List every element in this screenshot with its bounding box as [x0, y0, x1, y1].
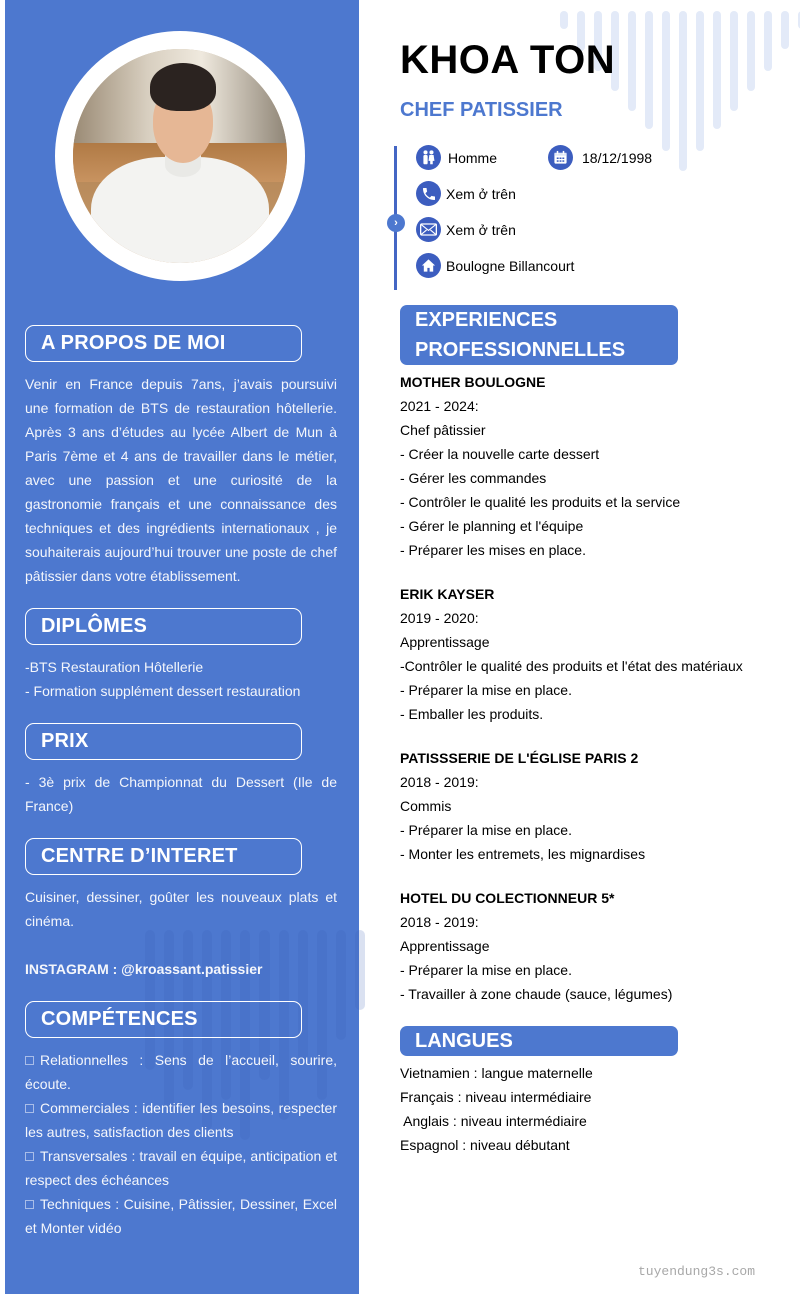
job-task: - Gérer le planning et l'équipe — [400, 518, 584, 534]
sidebar — [5, 0, 359, 1294]
experience-heading — [400, 305, 678, 365]
skill-item: Transversales : travail en équipe, anticipation et respect des échéances — [25, 1148, 337, 1188]
awards-list — [25, 770, 337, 818]
language-item: Vietnamien : langue maternelle — [400, 1065, 593, 1081]
gender-row — [416, 145, 497, 170]
checkbox-bullet-icon — [25, 1056, 34, 1065]
experience-entry — [400, 582, 790, 726]
candidate-name: KHOA TON — [400, 38, 616, 82]
about-paragraph: Venir en France depuis 7ans, j’avais poursuivi une formation de BTS de restauration hôtellerie. Après 3 ans d’études au lycée Albert de Mun à Paris 7ème et 4 ans de travailler dans le métier, avec une passion et une curiosité de la gastronomie français et une connaissance des techniques et des ingrédients internationaux , je souhaiterais aujourd’hui trouver une poste de chef pâtissier dans votre établissement. — [25, 376, 337, 584]
job-task: - Monter les entremets, les mignardises — [400, 846, 646, 862]
skill-item: Commerciales : identifier les besoins, respecter les autres, satisfaction des clients — [25, 1100, 337, 1140]
experience-entry — [400, 370, 790, 562]
phone-icon — [416, 181, 441, 206]
birthdate-value: 18/12/1998 — [582, 149, 653, 166]
job-task: - Préparer la mise en place. — [400, 822, 572, 838]
calendar-icon — [548, 145, 573, 170]
experience-entry — [400, 746, 790, 866]
company-name: ERIK KAYSER — [400, 586, 495, 602]
job-task: - Préparer la mise en place. — [400, 962, 572, 978]
about-heading: A PROPOS DE MOI — [25, 325, 302, 362]
diploma-item: - Formation supplément dessert restauration — [25, 683, 301, 699]
company-name: MOTHER BOULOGNE — [400, 374, 546, 390]
skills-heading: COMPÉTENCES — [25, 1001, 302, 1038]
gender-icon — [416, 145, 441, 170]
phone-value[interactable]: Xem ở trên — [446, 185, 516, 202]
gender-value: Homme — [448, 149, 498, 166]
job-period: 2018 - 2019: — [400, 914, 479, 930]
experience-heading-line2: PROFESSIONNELLES — [415, 339, 626, 361]
interests-text: Cuisiner, dessiner, goûter les nouveaux plats et cinéma. — [25, 889, 337, 929]
profile-photo-frame — [55, 31, 305, 281]
awards-heading: PRIX — [25, 723, 302, 760]
job-role: Commis — [400, 798, 452, 814]
chevron-right-icon[interactable]: › — [387, 214, 405, 232]
company-name: PATISSSERIE DE L'ÉGLISE PARIS 2 — [400, 750, 639, 766]
company-name: HOTEL DU COLECTIONNEUR 5* — [400, 890, 615, 906]
skill-item: Relationnelles : Sens de l’accueil, sourire, écoute. — [25, 1052, 337, 1092]
mail-icon — [416, 217, 441, 242]
watermark: tuyendung3s.com — [638, 1264, 756, 1279]
job-role: Apprentissage — [400, 634, 490, 650]
languages-heading: LANGUES — [400, 1026, 678, 1056]
checkbox-bullet-icon — [25, 1104, 34, 1113]
job-role: Apprentissage — [400, 938, 490, 954]
job-task: - Préparer les mises en place. — [400, 542, 586, 558]
job-task: - Préparer la mise en place. — [400, 682, 572, 698]
skill-item: Techniques : Cuisine, Pâtissier, Dessiner, Excel et Monter vidéo — [25, 1196, 337, 1236]
skills-list — [25, 1048, 337, 1240]
checkbox-bullet-icon — [25, 1200, 34, 1209]
job-period: 2021 - 2024: — [400, 398, 479, 414]
address-row — [416, 253, 574, 278]
email-row — [416, 217, 516, 242]
award-item: - 3è prix de Championnat du Dessert (Ile de France) — [25, 774, 337, 814]
job-task: - Créer la nouvelle carte dessert — [400, 446, 600, 462]
job-task: - Contrôler le qualité les produits et la service — [400, 494, 681, 510]
about-text — [25, 372, 337, 588]
job-period: 2018 - 2019: — [400, 774, 479, 790]
email-value[interactable]: Xem ở trên — [446, 221, 516, 238]
checkbox-bullet-icon — [25, 1152, 34, 1161]
languages-list — [400, 1061, 593, 1157]
experience-heading-line1: EXPERIENCES — [415, 309, 558, 331]
address-value: Boulogne Billancourt — [446, 257, 575, 274]
diplomas-heading: DIPLÔMES — [25, 608, 302, 645]
language-item: Espagnol : niveau débutant — [400, 1137, 570, 1153]
job-task: - Gérer les commandes — [400, 470, 547, 486]
job-task: - Travailler à zone chaude (sauce, légumes) — [400, 986, 673, 1002]
experience-entry — [400, 886, 790, 1006]
job-task: - Emballer les produits. — [400, 706, 544, 722]
language-item: Anglais : niveau intermédiaire — [400, 1113, 587, 1129]
diplomas-list — [25, 655, 337, 703]
job-title: CHEF PATISSIER — [400, 99, 563, 121]
birthdate-row — [548, 145, 652, 170]
profile-photo — [73, 49, 287, 263]
phone-row — [416, 181, 516, 206]
job-task: -Contrôler le qualité des produits et l'état des matériaux — [400, 658, 743, 674]
language-item: Français : niveau intermédiaire — [400, 1089, 592, 1105]
interests-heading: CENTRE D’INTERET — [25, 838, 302, 875]
job-role: Chef pâtissier — [400, 422, 486, 438]
home-icon — [416, 253, 441, 278]
job-period: 2019 - 2020: — [400, 610, 479, 626]
interests-section — [25, 885, 337, 981]
instagram-handle[interactable]: INSTAGRAM : @kroassant.patissier — [25, 961, 263, 977]
diploma-item: -BTS Restauration Hôtellerie — [25, 659, 204, 675]
